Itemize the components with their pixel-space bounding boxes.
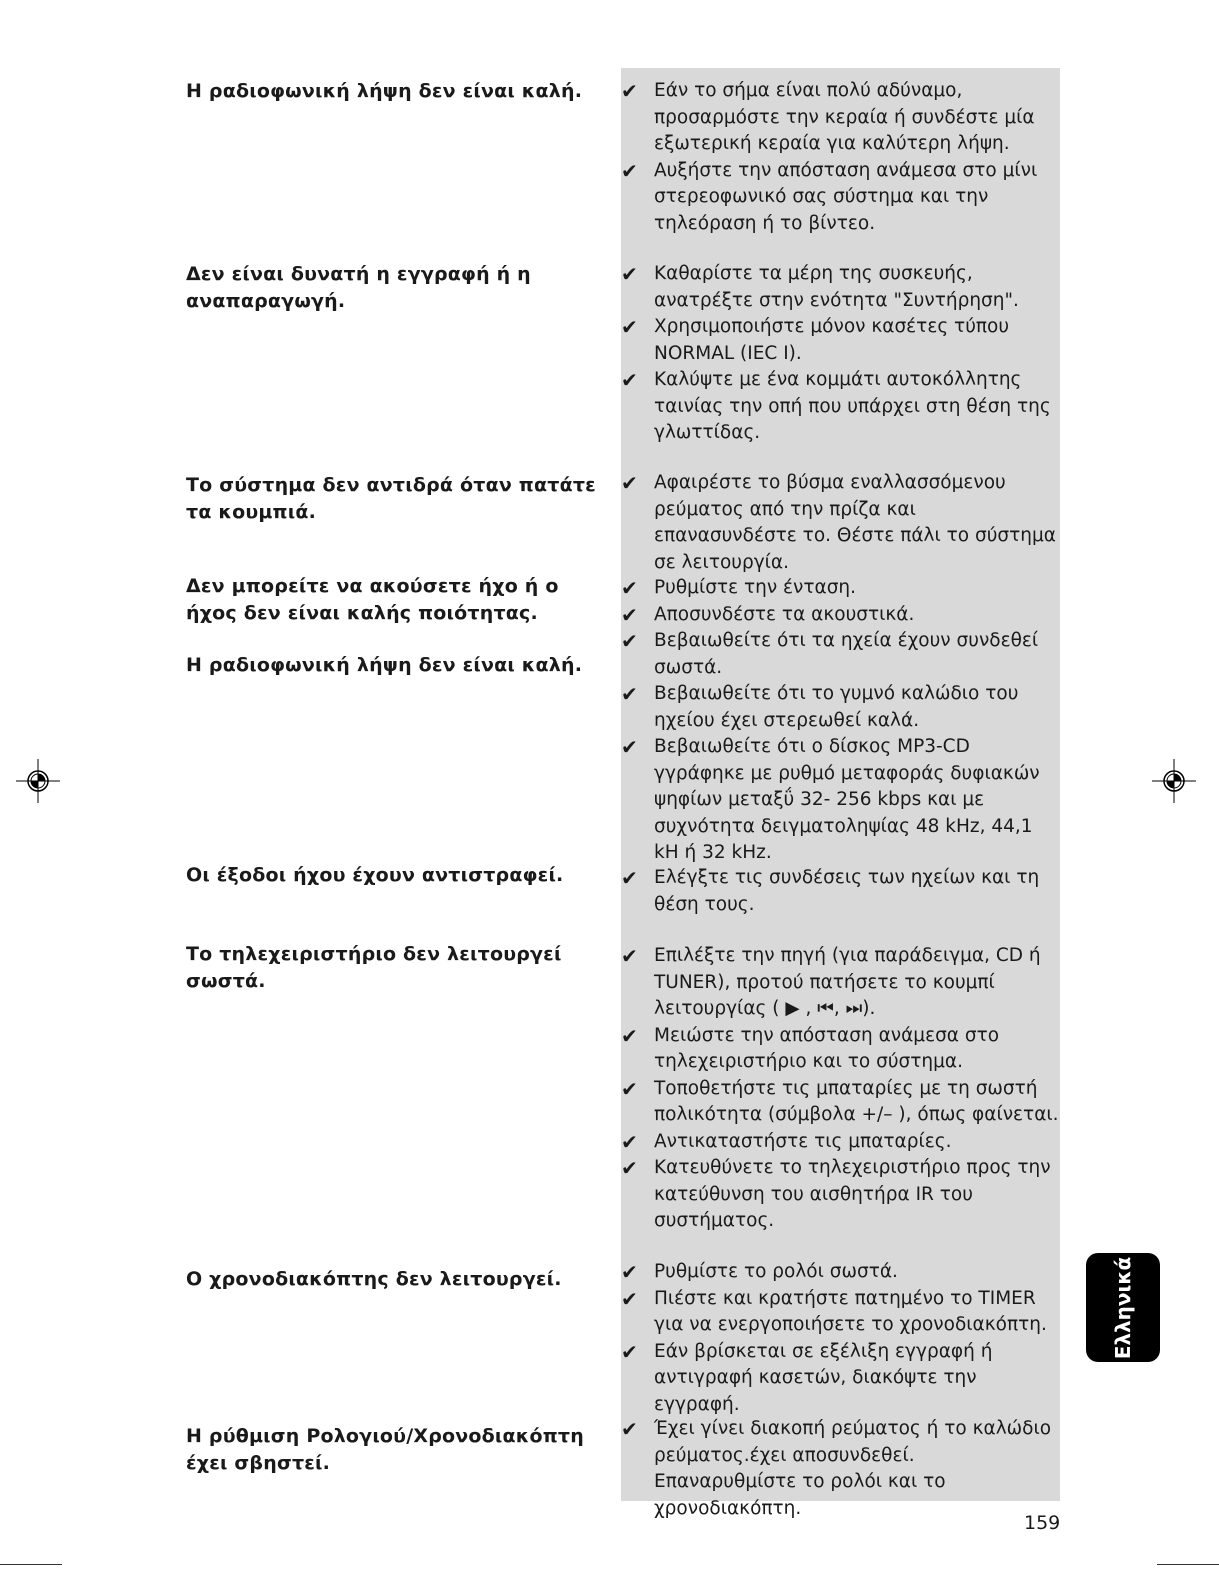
problem-2: Το σύστημα δεν αντιδρά όταν πατάτε τα κουμπιά. bbox=[186, 474, 596, 523]
trim-mark bbox=[0, 1564, 62, 1565]
solution-item: ✔ Ρυθμίστε την ένταση. bbox=[621, 576, 857, 600]
solution-item: ✔ Έχει γίνει διακοπή ρεύματος ή το καλώδιο ρεύματος.έχει αποσυνδεθεί. Επαναρυθμίστε το ρολόι και το χρονοδιακόπτη. bbox=[621, 1417, 1052, 1519]
check-icon: ✔ bbox=[621, 1339, 638, 1364]
check-icon: ✔ bbox=[621, 576, 638, 600]
solutions-4 bbox=[621, 865, 1060, 918]
solution-item: ✔ Καλύψτε με ένα κομμάτι αυτοκόλλητης ταινίας την οπή που υπάρχει στη θέση της γλωττίδας. bbox=[621, 368, 1051, 443]
solution-item: ✔ Εάν βρίσκεται σε εξέλιξη εγγραφή ή αντιγραφή κασετών, διακόψτε την εγγραφή. bbox=[621, 1339, 993, 1415]
check-icon: ✔ bbox=[621, 1417, 638, 1441]
solution-item: ✔ Ρυθμίστε το ρολόι σωστά. bbox=[621, 1260, 898, 1284]
check-icon: ✔ bbox=[621, 1023, 638, 1048]
check-icon: ✔ bbox=[621, 79, 638, 103]
solution-item: ✔ Καθαρίστε τα μέρη της συσκευής, ανατρέξτε στην ενότητα "Συντήρηση". bbox=[621, 262, 1019, 311]
check-icon: ✔ bbox=[621, 944, 638, 968]
check-icon: ✔ bbox=[621, 158, 638, 183]
solution-item: ✔ Αποσυνδέστε τα ακουστικά. bbox=[621, 602, 915, 627]
solution-item: ✔ Πιέστε και κρατήστε πατημένο το TIMER για να ενεργοποιήσετε το χρονοδιακόπτη. bbox=[621, 1286, 1047, 1335]
solution-item: ✔ Μειώστε την απόσταση ανάμεσα στο τηλεχειριστήριο και το σύστημα. bbox=[621, 1023, 1000, 1072]
problem-3b: Η ραδιοφωνική λήψη δεν είναι καλή. bbox=[186, 654, 583, 676]
check-icon: ✔ bbox=[621, 368, 638, 392]
check-icon: ✔ bbox=[621, 866, 638, 890]
solutions-2 bbox=[621, 470, 1060, 576]
check-icon: ✔ bbox=[621, 602, 638, 627]
problem-6: Ο χρονοδιακόπτης δεν λειτουργεί. bbox=[186, 1268, 562, 1290]
solution-item: ✔ Επιλέξτε την πηγή (για παράδειγμα, CD ή TUNER), προτού πατήσετε το κουμπί λειτουργίας ( ▶ , ⏮, ⏭). bbox=[621, 944, 1041, 1019]
check-icon: ✔ bbox=[621, 1076, 638, 1101]
problem-7: Η ρύθμιση Ρολογιού/Χρονοδιακόπτη έχει σβηστεί. bbox=[186, 1425, 584, 1474]
solution-item: ✔ Κατευθύνετε το τηλεχειριστήριο προς την κατεύθυνση του αισθητήρα IR του συστήματος. bbox=[621, 1156, 1051, 1231]
registration-mark-icon bbox=[16, 759, 60, 803]
language-tab-label: Ελληνικά bbox=[1111, 1256, 1135, 1359]
language-tab bbox=[1086, 1253, 1160, 1362]
solutions-1 bbox=[621, 261, 1060, 447]
check-icon: ✔ bbox=[621, 1129, 638, 1154]
problem-1: Δεν είναι δυνατή η εγγραφή ή η αναπαραγωγή. bbox=[186, 263, 531, 312]
check-icon: ✔ bbox=[621, 471, 638, 495]
problem-3: Δεν μπορείτε να ακούσετε ήχο ή ο ήχος δεν είναι καλής ποιότητας. bbox=[186, 575, 559, 624]
trim-mark bbox=[1157, 1564, 1219, 1565]
solution-item: ✔ Αυξήστε την απόσταση ανάμεσα στο μίνι στερεοφωνικό σας σύστημα και την τηλεόραση ή το βίντεο. bbox=[621, 158, 1038, 234]
check-icon: ✔ bbox=[621, 682, 638, 706]
solutions-7 bbox=[621, 1416, 1060, 1522]
check-icon: ✔ bbox=[621, 262, 638, 286]
solution-item: ✔ Αντικαταστήστε τις μπαταρίες. bbox=[621, 1129, 952, 1154]
page-number: 159 bbox=[1024, 1512, 1061, 1534]
solution-item: ✔ Εάν το σήμα είναι πολύ αδύναμο, προσαρμόστε την κεραία ή συνδέστε μία εξωτερική κεραία για καλύτερη λήψη. bbox=[621, 79, 1035, 154]
registration-mark-icon bbox=[1152, 759, 1196, 803]
check-icon: ✔ bbox=[621, 735, 638, 759]
solution-item: ✔ Αφαιρέστε το βύσμα εναλλασσόμενου ρεύματος από την πρίζα και επανασυνδέστε το. Θέστε πάλι το σύστημα σε λειτουργία. bbox=[621, 471, 1056, 573]
solutions-6 bbox=[621, 1259, 1060, 1418]
solution-item: ✔ Βεβαιωθείτε ότι ο δίσκος MP3-CD γγράφηκε με ρυθμό μεταφοράς δυφιακών ψηφίων μεταξΰ 32- 256 kbps και με συχνότητα δειγματοληψίας 48 kHz, 44,1 kH ή 32 kHz. bbox=[621, 735, 1040, 863]
solution-item: ✔ Βεβαιωθείτε ότι τα ηχεία έχουν συνδεθεί σωστά. bbox=[621, 629, 1039, 678]
problem-5: Το τηλεχειριστήριο δεν λειτουργεί σωστά. bbox=[186, 943, 562, 992]
problem-0: Η ραδιοφωνική λήψη δεν είναι καλή. bbox=[186, 80, 583, 102]
solution-item: ✔ Τοποθετήστε τις μπαταρίες με τη σωστή πολικότητα (σύμβολα +/– ), όπως φαίνεται. bbox=[621, 1076, 1059, 1125]
problem-4: Οι έξοδοι ήχου έχουν αντιστραφεί. bbox=[186, 864, 564, 886]
solutions-3 bbox=[621, 575, 1060, 867]
check-icon: ✔ bbox=[621, 315, 638, 339]
check-icon: ✔ bbox=[621, 1260, 638, 1284]
solution-item: ✔ Βεβαιωθείτε ότι το γυμνό καλώδιο του ηχείου έχει στερεωθεί καλά. bbox=[621, 682, 1019, 731]
solutions-0 bbox=[621, 78, 1060, 237]
solution-item: ✔ Χρησιμοποιήστε μόνον κασέτες τύπου NORMAL (IEC I). bbox=[621, 315, 1010, 364]
solution-item: ✔ Ελέγξτε τις συνδέσεις των ηχείων και τη θέση τους. bbox=[621, 866, 1040, 915]
check-icon: ✔ bbox=[621, 1286, 638, 1311]
solutions-5 bbox=[621, 943, 1060, 1235]
check-icon: ✔ bbox=[621, 629, 638, 653]
check-icon: ✔ bbox=[621, 1156, 638, 1180]
